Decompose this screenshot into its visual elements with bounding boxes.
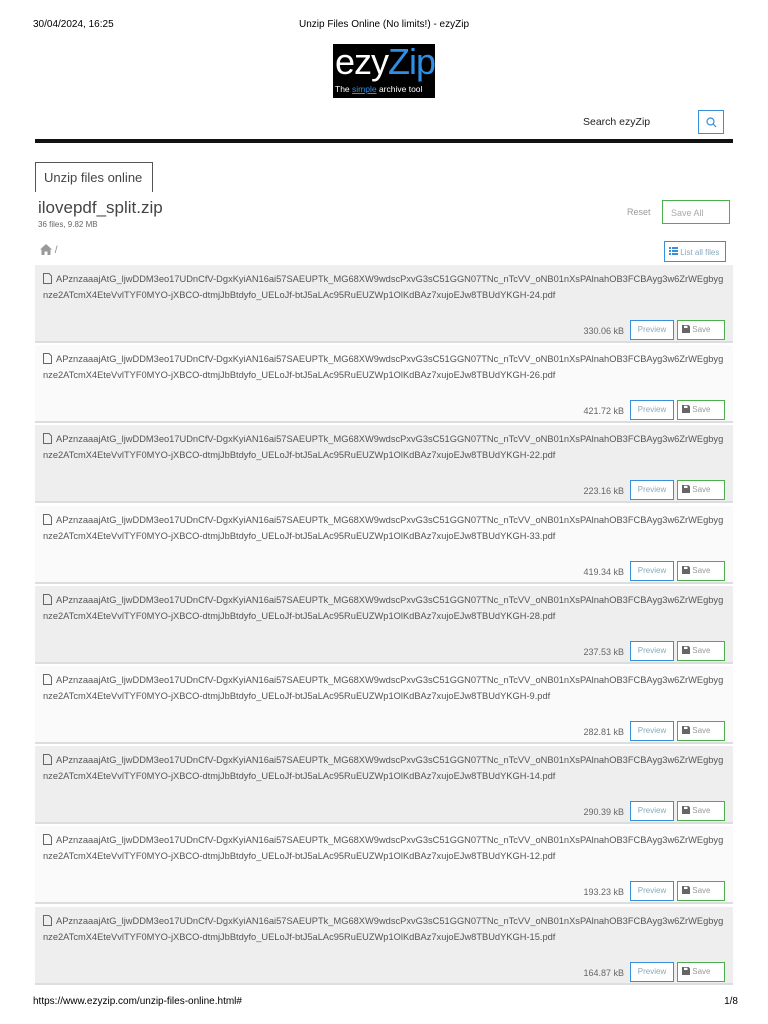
preview-button[interactable]: Preview <box>630 962 674 982</box>
save-label: Save <box>692 645 711 655</box>
save-button[interactable] <box>677 881 725 901</box>
file-size: 164.87 kB <box>583 967 624 978</box>
floppy-disk-icon <box>682 806 690 814</box>
save-button[interactable] <box>677 801 725 821</box>
file-icon <box>43 834 52 845</box>
save-button[interactable] <box>677 641 725 661</box>
floppy-disk-icon <box>682 967 690 975</box>
archive-meta: 36 files, 9.82 MB <box>38 220 98 229</box>
save-button[interactable] <box>677 480 725 500</box>
reset-button[interactable]: Reset <box>627 207 651 217</box>
file-icon <box>43 433 52 444</box>
file-name: APznzaaajAtG_ljwDDM3eo17UDnCfV-DgxKyiAN16ai57SAEUPTk_MG68XW9wdscPxvG3sC51GGN07TNc_nTcVV_oNB01nXsPAlnahOB3FCBAyg3w6ZrWEgbygnze2ATcmX4EteVvlTYF0MYO-jXBCO-dtmjJbBtdyfo_UELoJf-btJ5aLAc95RuEUZWp1OlKdBAz7xujoEJw8TBUdYKGH-26.pdf <box>43 354 724 381</box>
save-button[interactable] <box>677 320 725 340</box>
file-size: 193.23 kB <box>583 887 624 898</box>
save-all-button[interactable]: Save All <box>662 200 730 224</box>
save-button[interactable] <box>677 962 725 982</box>
save-label: Save <box>692 325 711 334</box>
preview-button[interactable]: Preview <box>630 721 674 741</box>
logo-wordmark: ezyZip <box>335 41 436 82</box>
file-name: APznzaaajAtG_ljwDDM3eo17UDnCfV-DgxKyiAN16ai57SAEUPTk_MG68XW9wdscPxvG3sC51GGN07TNc_nTcVV_oNB01nXsPAlnahOB3FCBAyg3w6ZrWEgbygnze2ATcmX4EteVvlTYF0MYO-jXBCO-dtmjJbBtdyfo_UELoJf-btJ5aLAc95RuEUZWp1OlKdBAz7xujoEJw8TBUdYKGH-15.pdf <box>43 915 724 942</box>
file-size: 223.16 kB <box>583 486 624 497</box>
preview-button[interactable]: Preview <box>630 561 674 581</box>
file-name: APznzaaajAtG_ljwDDM3eo17UDnCfV-DgxKyiAN16ai57SAEUPTk_MG68XW9wdscPxvG3sC51GGN07TNc_nTcVV_oNB01nXsPAlnahOB3FCBAyg3w6ZrWEgbygnze2ATcmX4EteVvlTYF0MYO-jXBCO-dtmjJbBtdyfo_UELoJf-btJ5aLAc95RuEUZWp1OlKdBAz7xujoEJw8TBUdYKGH-28.pdf <box>43 594 724 621</box>
file-name: APznzaaajAtG_ljwDDM3eo17UDnCfV-DgxKyiAN16ai57SAEUPTk_MG68XW9wdscPxvG3sC51GGN07TNc_nTcVV_oNB01nXsPAlnahOB3FCBAyg3w6ZrWEgbygnze2ATcmX4EteVvlTYF0MYO-jXBCO-dtmjJbBtdyfo_UELoJf-btJ5aLAc95RuEUZWp1OlKdBAz7xujoEJw8TBUdYKGH-24.pdf <box>43 274 724 300</box>
save-label: Save <box>692 966 711 976</box>
home-icon[interactable] <box>40 244 52 255</box>
save-label: Save <box>692 565 711 575</box>
save-label: Save <box>692 886 711 896</box>
file-icon <box>43 514 52 525</box>
file-icon <box>43 353 52 364</box>
print-url: https://www.ezyzip.com/unzip-files-online.html# <box>33 996 242 1007</box>
list-icon <box>669 247 678 255</box>
file-name: APznzaaajAtG_ljwDDM3eo17UDnCfV-DgxKyiAN16ai57SAEUPTk_MG68XW9wdscPxvG3sC51GGN07TNc_nTcVV_oNB01nXsPAlnahOB3FCBAyg3w6ZrWEgbygnze2ATcmX4EteVvlTYF0MYO-jXBCO-dtmjJbBtdyfo_UELoJf-btJ5aLAc95RuEUZWp1OlKdBAz7xujoEJw8TBUdYKGH-9.pdf <box>43 675 724 701</box>
list-all-files-label: List all files <box>680 248 720 257</box>
file-name: APznzaaajAtG_ljwDDM3eo17UDnCfV-DgxKyiAN16ai57SAEUPTk_MG68XW9wdscPxvG3sC51GGN07TNc_nTcVV_oNB01nXsPAlnahOB3FCBAyg3w6ZrWEgbygnze2ATcmX4EteVvlTYF0MYO-jXBCO-dtmjJbBtdyfo_UELoJf-btJ5aLAc95RuEUZWp1OlKdBAz7xujoEJw8TBUdYKGH-33.pdf <box>43 514 724 541</box>
file-row <box>35 425 733 503</box>
logo-tagline: The simple archive tool <box>335 84 423 94</box>
file-icon <box>43 273 52 284</box>
file-row <box>35 826 733 904</box>
file-row <box>35 907 733 985</box>
file-row <box>35 666 733 744</box>
save-label: Save <box>692 405 711 415</box>
floppy-disk-icon <box>682 726 690 734</box>
preview-button[interactable]: Preview <box>630 480 674 500</box>
search-button[interactable] <box>698 110 724 134</box>
file-row <box>35 345 733 423</box>
save-label: Save <box>692 485 711 495</box>
floppy-disk-icon <box>682 566 690 574</box>
file-size: 282.81 kB <box>583 727 624 737</box>
file-row <box>35 746 733 824</box>
file-size: 421.72 kB <box>583 406 624 417</box>
print-header <box>0 19 768 31</box>
file-name: APznzaaajAtG_ljwDDM3eo17UDnCfV-DgxKyiAN16ai57SAEUPTk_MG68XW9wdscPxvG3sC51GGN07TNc_nTcVV_oNB01nXsPAlnahOB3FCBAyg3w6ZrWEgbygnze2ATcmX4EteVvlTYF0MYO-jXBCO-dtmjJbBtdyfo_UELoJf-btJ5aLAc95RuEUZWp1OlKdBAz7xujoEJw8TBUdYKGH-14.pdf <box>43 755 724 782</box>
file-row <box>35 506 733 584</box>
file-name: APznzaaajAtG_ljwDDM3eo17UDnCfV-DgxKyiAN16ai57SAEUPTk_MG68XW9wdscPxvG3sC51GGN07TNc_nTcVV_oNB01nXsPAlnahOB3FCBAyg3w6ZrWEgbygnze2ATcmX4EteVvlTYF0MYO-jXBCO-dtmjJbBtdyfo_UELoJf-btJ5aLAc95RuEUZWp1OlKdBAz7xujoEJw8TBUdYKGH-22.pdf <box>43 434 724 461</box>
archive-name: ilovepdf_split.zip <box>38 198 163 217</box>
file-icon <box>43 674 52 685</box>
file-icon <box>43 594 52 605</box>
file-size: 237.53 kB <box>583 646 624 657</box>
header-divider <box>35 139 733 143</box>
floppy-disk-icon <box>682 485 690 493</box>
floppy-disk-icon <box>682 646 690 654</box>
file-name: APznzaaajAtG_ljwDDM3eo17UDnCfV-DgxKyiAN16ai57SAEUPTk_MG68XW9wdscPxvG3sC51GGN07TNc_nTcVV_oNB01nXsPAlnahOB3FCBAyg3w6ZrWEgbygnze2ATcmX4EteVvlTYF0MYO-jXBCO-dtmjJbBtdyfo_UELoJf-btJ5aLAc95RuEUZWp1OlKdBAz7xujoEJw8TBUdYKGH-12.pdf <box>43 835 724 862</box>
file-size: 419.34 kB <box>583 566 624 577</box>
file-size: 330.06 kB <box>583 326 624 336</box>
search-label: Search ezyZip <box>583 116 651 128</box>
file-row <box>35 265 733 343</box>
save-label: Save <box>692 806 711 816</box>
file-icon <box>43 915 52 926</box>
search-icon <box>706 117 717 128</box>
preview-button[interactable]: Preview <box>630 400 674 420</box>
file-row <box>35 586 733 664</box>
floppy-disk-icon <box>682 325 690 333</box>
tab-unzip-files-online[interactable]: Unzip files online <box>35 162 153 192</box>
breadcrumb-separator: / <box>54 245 58 256</box>
save-button[interactable] <box>677 561 725 581</box>
preview-button[interactable]: Preview <box>630 641 674 661</box>
save-label: Save <box>692 726 711 735</box>
file-size: 290.39 kB <box>583 807 624 818</box>
list-all-files-button[interactable] <box>664 241 726 262</box>
save-button[interactable] <box>677 721 725 741</box>
file-icon <box>43 754 52 765</box>
breadcrumb <box>40 244 58 256</box>
preview-button[interactable]: Preview <box>630 801 674 821</box>
floppy-disk-icon <box>682 886 690 894</box>
save-button[interactable] <box>677 400 725 420</box>
preview-button[interactable]: Preview <box>630 320 674 340</box>
print-page-number: 1/8 <box>724 996 738 1007</box>
ezyzip-logo[interactable] <box>333 41 436 98</box>
print-date: 30/04/2024, 16:25 <box>33 19 114 30</box>
print-title: Unzip Files Online (No limits!) - ezyZip <box>298 19 470 30</box>
floppy-disk-icon <box>682 405 690 413</box>
preview-button[interactable]: Preview <box>630 881 674 901</box>
